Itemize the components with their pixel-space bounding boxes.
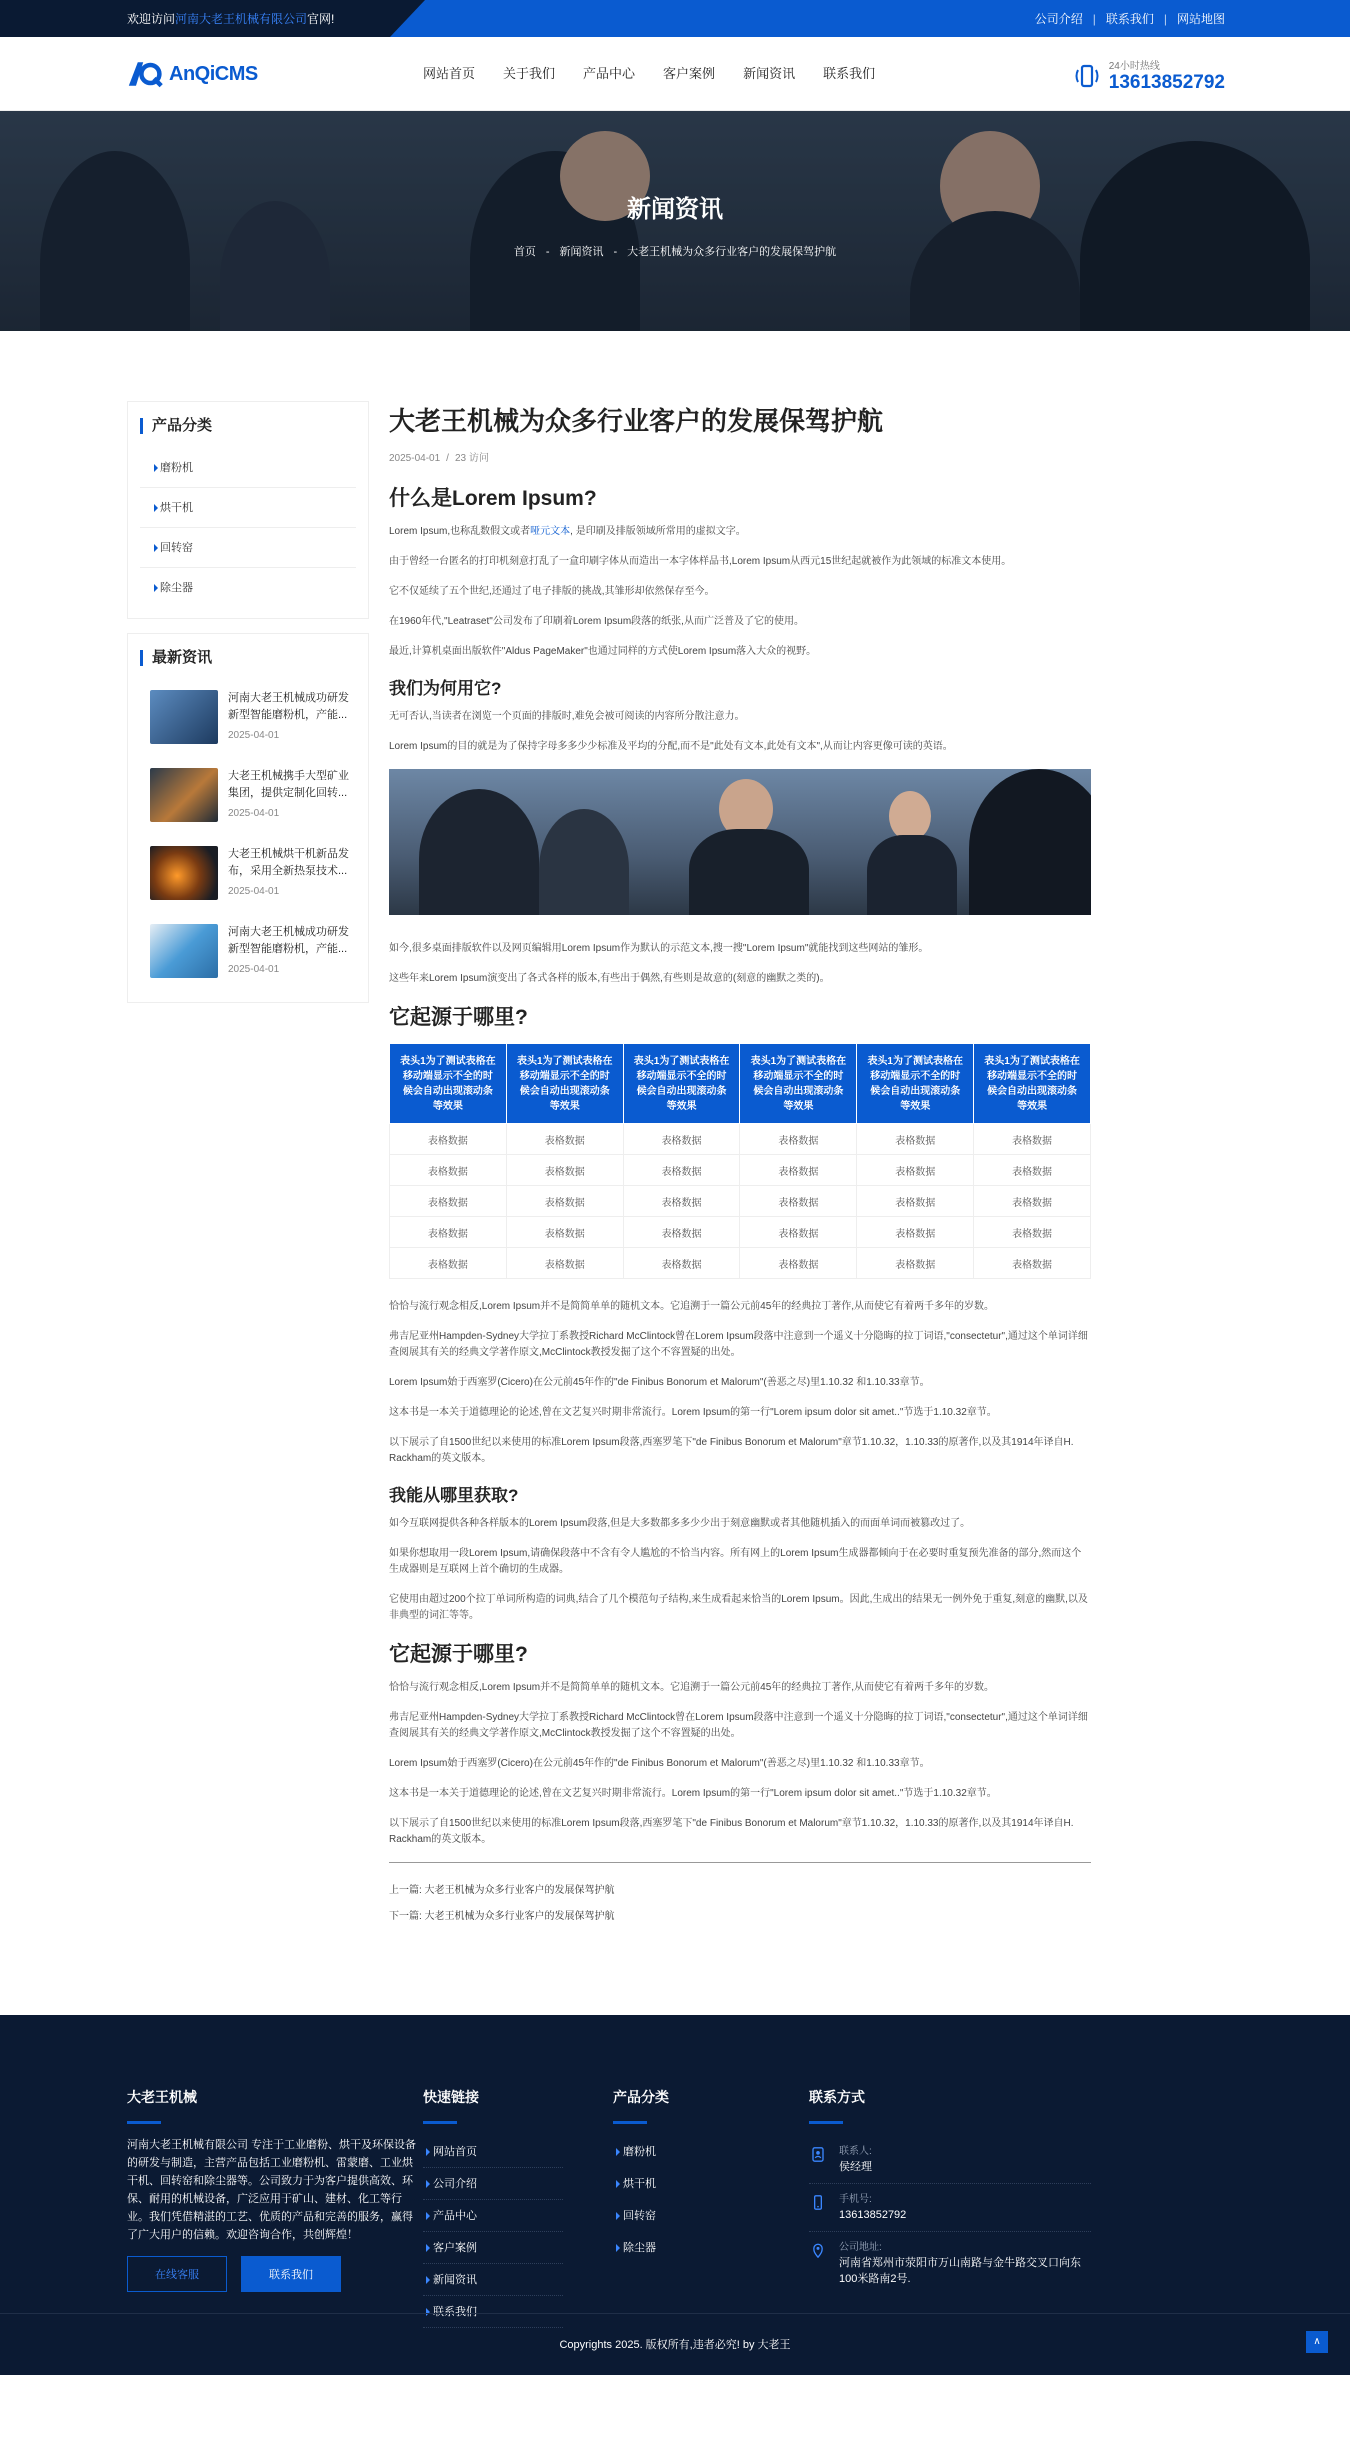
next-article-link[interactable]: 下一篇: 大老王机械为众多行业客户的发展保驾护航 (389, 1911, 615, 1922)
top-link-contact[interactable]: 联系我们 (1105, 12, 1154, 26)
footer-link[interactable]: 公司介绍 (423, 2168, 563, 2200)
table-cell: 表格数据 (740, 1248, 857, 1279)
paragraph: 如今互联网提供各种各样版本的Lorem Ipsum段落,但是大多数都多多少少出于刻意幽默或者其他随机插入的而面单词而被篡改过了。 (389, 1518, 971, 1529)
news-thumbnail[interactable] (150, 768, 218, 822)
table-cell: 表格数据 (857, 1155, 974, 1186)
arrow-right-icon (154, 544, 158, 552)
footer-about (127, 2087, 423, 2328)
table-cell: 表格数据 (974, 1155, 1091, 1186)
table-cell: 表格数据 (390, 1155, 507, 1186)
back-to-top-button[interactable]: ∧ (1306, 2331, 1328, 2353)
footer-link[interactable]: 新闻资讯 (423, 2264, 563, 2296)
sidebar (127, 401, 369, 1935)
section-heading: 它起源于哪里? (389, 1643, 528, 1666)
footer-link[interactable]: 客户案例 (423, 2232, 563, 2264)
phone-value: 13613852792 (839, 2209, 907, 2221)
table-cell: 表格数据 (506, 1217, 623, 1248)
top-link-about[interactable]: 公司介绍 (1034, 12, 1083, 26)
table-row (390, 1155, 1091, 1186)
footer-quick-title: 快速链接 (423, 2089, 479, 2105)
arrow-right-icon (616, 2180, 620, 2188)
paragraph: Lorem Ipsum始于西塞罗(Cicero)在公元前45年作的"de Finibus Bonorum et Malorum"(善恶之尽)里1.10.32 和1.10.33章节。 (389, 1758, 930, 1769)
paragraph: Lorem Ipsum的目的就是为了保持字母多多少少标准及平均的分配,而不是"此处有文本,此处有文本",从而让内容更像可读的英语。 (389, 741, 953, 752)
category-title: 产品分类 (140, 418, 356, 434)
top-link-sitemap[interactable]: 网站地图 (1176, 12, 1225, 26)
breadcrumb: 首页 - 新闻资讯 - 大老王机械为众多行业客户的发展保驾护航 (513, 246, 837, 258)
address-label: 公司地址: (839, 2242, 882, 2253)
category-item[interactable]: 烘干机 (140, 488, 356, 528)
news-item[interactable] (140, 914, 356, 992)
footer-link[interactable]: 产品中心 (423, 2200, 563, 2232)
phone-icon (1073, 63, 1101, 89)
table-cell: 表格数据 (740, 1186, 857, 1217)
arrow-right-icon (426, 2180, 430, 2188)
table-cell: 表格数据 (390, 1186, 507, 1217)
paragraph: 这本书是一本关于道德理论的论述,曾在文艺复兴时期非常流行。Lorem Ipsum的第一行"Lorem ipsum dolor sit amet.."节选于1.10.32章节。 (389, 1788, 997, 1799)
paragraph: Lorem Ipsum,也称乱数假文或者哑元文本, 是印刷及排版领域所常用的虚拟文字。 (389, 526, 746, 537)
breadcrumb-news[interactable]: 新闻资讯 (559, 246, 604, 258)
separator: | (1163, 11, 1167, 26)
table-cell: 表格数据 (623, 1155, 740, 1186)
table-header-cell: 表头1为了测试表格在移动端显示不全的时候会自动出现滚动条等效果 (623, 1044, 740, 1124)
contact-us-button[interactable]: 联系我们 (241, 2256, 341, 2292)
logo-mark-icon (127, 60, 163, 88)
article-views: 23 访问 (454, 453, 489, 464)
header (0, 37, 1350, 111)
paragraph: 在1960年代,"Leatraset"公司发布了印刷着Lorem Ipsum段落的纸张,从而广泛普及了它的使用。 (389, 616, 804, 627)
paragraph: 由于曾经一台匿名的打印机刻意打乱了一盒印刷字体从而造出一本字体样品书,Lorem Ipsum从西元15世纪起就被作为此领域的标准文本使用。 (389, 556, 1012, 567)
category-item[interactable]: 磨粉机 (140, 448, 356, 488)
footer-cat-link[interactable]: 烘干机 (613, 2168, 753, 2200)
table-row (390, 1186, 1091, 1217)
paragraph: 以下展示了自1500世纪以来使用的标准Lorem Ipsum段落,西塞罗笔下"de Finibus Bonorum et Malorum"章节1.10.32，1.10.33的原著作,以及其1914年译自H. Rackham的英文版本。 (389, 1818, 1074, 1845)
paragraph: 它使用由超过200个拉丁单词所构造的词典,结合了几个模范句子结构,来生成看起来恰当的Lorem Ipsum。因此,生成出的结果无一例外免于重复,刻意的幽默,以及非典型的词汇等等。 (389, 1594, 1088, 1621)
footer-categories (613, 2087, 809, 2328)
paragraph: 弗吉尼亚州Hampden-Sydney大学拉丁系教授Richard McClintock曾在Lorem Ipsum段落中注意到一个遥义十分隐晦的拉丁词语,"consectetur",通过这个单词详细查阅展其有关的经典文学著作原文,McClintock教授发掘了这个不容置疑的出处。 (389, 1712, 1088, 1739)
table-cell: 表格数据 (623, 1217, 740, 1248)
hotline-number: 13613852792 (1108, 72, 1225, 93)
paragraph: 如今,很多桌面排版软件以及网页编辑用Lorem Ipsum作为默认的示范文本,搜一搜"Lorem Ipsum"就能找到这些网站的雏形。 (389, 943, 929, 954)
table-cell: 表格数据 (623, 1124, 740, 1155)
footer (0, 2015, 1350, 2375)
footer-cat-link[interactable]: 磨粉机 (613, 2136, 753, 2168)
news-item[interactable] (140, 836, 356, 914)
section-heading: 什么是Lorem Ipsum? (389, 487, 597, 510)
nav-products[interactable]: 产品中心 (583, 66, 636, 81)
online-service-button[interactable]: 在线客服 (127, 2256, 227, 2292)
news-item-title[interactable]: 河南大老王机械成功研发新型智能磨粉机，产能... (228, 692, 349, 721)
table-header-cell: 表头1为了测试表格在移动端显示不全的时候会自动出现滚动条等效果 (390, 1044, 507, 1124)
table-cell: 表格数据 (623, 1248, 740, 1279)
contact-person (809, 2136, 1091, 2184)
footer-quick-links (423, 2087, 613, 2328)
contact-phone (809, 2184, 1091, 2232)
prev-next-nav (389, 1883, 1091, 1925)
main-content (95, 331, 1255, 2015)
news-item-date: 2025-04-01 (228, 730, 280, 741)
table-row (390, 1248, 1091, 1279)
welcome-prefix: 欢迎访问 (127, 12, 176, 26)
arrow-right-icon (154, 584, 158, 592)
news-item-date: 2025-04-01 (228, 886, 280, 897)
table-cell: 表格数据 (506, 1248, 623, 1279)
contact-card-icon (809, 2144, 827, 2162)
inline-link[interactable]: 哑元文本 (530, 526, 571, 537)
article-image (389, 769, 1091, 915)
footer-about-text: 河南大老王机械有限公司 专注于工业磨粉、烘干及环保设备的研发与制造，主营产品包括工业磨粉机、雷蒙磨、工业烘干机、回转窑和除尘器等。公司致力于为客户提供高效、环保、耐用的机械设备，广泛应用于矿山、建材、化工等行业。我们凭借精湛的工艺、优质的产品和完善的服务，赢得了广大用户的信赖。欢迎咨询合作，共创辉煌！ (127, 2139, 417, 2241)
paragraph: 如果你想取用一段Lorem Ipsum,请确保段落中不含有令人尴尬的不恰当内容。所有网上的Lorem Ipsum生成器都倾向于在必要时重复预先准备的部分,然而这个生成器则是互联网上首个确切的生成器。 (389, 1548, 1082, 1575)
article-meta: 2025-04-01 / 23 访问 (389, 453, 489, 464)
arrow-right-icon (426, 2148, 430, 2156)
arrow-right-icon (616, 2148, 620, 2156)
footer-link[interactable]: 联系我们 (423, 2296, 563, 2328)
paragraph: 它不仅延续了五个世纪,还通过了电子排版的挑战,其雏形却依然保存至今。 (389, 586, 715, 597)
contact-address (809, 2232, 1091, 2295)
logo[interactable] (127, 60, 397, 88)
table-cell: 表格数据 (506, 1124, 623, 1155)
divider (389, 1862, 1091, 1863)
table-cell: 表格数据 (857, 1248, 974, 1279)
arrow-right-icon (426, 2212, 430, 2220)
paragraph: 这些年来Lorem Ipsum演变出了各式各样的版本,有些出于偶然,有些则是故意的(刻意的幽默之类的)。 (389, 973, 830, 984)
footer-cat-title: 产品分类 (613, 2089, 669, 2105)
category-item[interactable]: 除尘器 (140, 568, 356, 608)
contact-person-label: 联系人: (839, 2146, 872, 2157)
table-cell: 表格数据 (857, 1186, 974, 1217)
news-thumbnail[interactable] (150, 924, 218, 978)
news-item-date: 2025-04-01 (228, 808, 280, 819)
breadcrumb-home[interactable]: 首页 (513, 246, 536, 258)
prev-article-link[interactable]: 上一篇: 大老王机械为众多行业客户的发展保驾护航 (389, 1885, 615, 1896)
section-heading: 我们为何用它? (389, 679, 502, 698)
banner-title: 新闻资讯 (627, 196, 723, 223)
welcome-text (127, 10, 334, 27)
table-cell: 表格数据 (390, 1217, 507, 1248)
data-table (389, 1043, 1091, 1279)
table-header-cell: 表头1为了测试表格在移动端显示不全的时候会自动出现滚动条等效果 (740, 1044, 857, 1124)
paragraph: Lorem Ipsum始于西塞罗(Cicero)在公元前45年作的"de Finibus Bonorum et Malorum"(善恶之尽)里1.10.32 和1.10.33章节。 (389, 1377, 930, 1388)
mobile-phone-icon (809, 2192, 827, 2210)
footer-cat-link[interactable]: 回转窑 (613, 2200, 753, 2232)
table-row (390, 1124, 1091, 1155)
latest-news-box (127, 633, 369, 1003)
footer-contact (809, 2087, 1091, 2328)
nav-contact[interactable]: 联系我们 (823, 66, 876, 81)
table-cell: 表格数据 (506, 1186, 623, 1217)
welcome-suffix: 官网! (307, 12, 335, 26)
paragraph: 以下展示了自1500世纪以来使用的标准Lorem Ipsum段落,西塞罗笔下"de Finibus Bonorum et Malorum"章节1.10.32，1.10.33的原著作,以及其1914年译自H. Rackham的英文版本。 (389, 1437, 1074, 1464)
news-item[interactable] (140, 758, 356, 836)
table-cell: 表格数据 (506, 1155, 623, 1186)
table-cell: 表格数据 (623, 1186, 740, 1217)
paragraph: 这本书是一本关于道德理论的论述,曾在文艺复兴时期非常流行。Lorem Ipsum的第一行"Lorem ipsum dolor sit amet.."节选于1.10.32章节。 (389, 1407, 997, 1418)
latest-news-title: 最新资讯 (140, 650, 356, 666)
hotline (1073, 57, 1225, 94)
article (389, 401, 1091, 1935)
table-cell: 表格数据 (974, 1248, 1091, 1279)
contact-person-value: 侯经理 (839, 2161, 872, 2173)
top-bar (0, 0, 1350, 37)
arrow-right-icon (426, 2244, 430, 2252)
news-item-title[interactable]: 大老王机械烘干机新品发布，采用全新热泵技术... (228, 848, 349, 877)
paragraph: 无可否认,当读者在浏览一个页面的排版时,难免会被可阅读的内容所分散注意力。 (389, 711, 745, 722)
table-cell: 表格数据 (390, 1124, 507, 1155)
nav-news[interactable]: 新闻资讯 (743, 66, 796, 81)
table-row (390, 1217, 1091, 1248)
logo-text: AnQiCMS (169, 62, 258, 85)
news-item-date: 2025-04-01 (228, 964, 280, 975)
main-nav (409, 37, 889, 111)
table-cell: 表格数据 (974, 1124, 1091, 1155)
category-box (127, 401, 369, 619)
news-item-title[interactable]: 河南大老王机械成功研发新型智能磨粉机，产能... (228, 926, 349, 955)
paragraph: 恰恰与流行观念相反,Lorem Ipsum并不是简简单单的随机文本。它追溯于一篇公元前45年的经典拉丁著作,从而使它有着两千多年的岁数。 (389, 1301, 995, 1312)
phone-label: 手机号: (839, 2194, 872, 2205)
footer-link[interactable]: 网站首页 (423, 2136, 563, 2168)
table-cell: 表格数据 (974, 1186, 1091, 1217)
news-thumbnail[interactable] (150, 690, 218, 744)
article-date: 2025-04-01 (389, 453, 441, 464)
table-header-cell: 表头1为了测试表格在移动端显示不全的时候会自动出现滚动条等效果 (857, 1044, 974, 1124)
paragraph: 弗吉尼亚州Hampden-Sydney大学拉丁系教授Richard McClintock曾在Lorem Ipsum段落中注意到一个遥义十分隐晦的拉丁词语,"consectetur",通过这个单词详细查阅展其有关的经典文学著作原文,McClintock教授发掘了这个不容置疑的出处。 (389, 1331, 1088, 1358)
table-cell: 表格数据 (857, 1217, 974, 1248)
news-item-title[interactable]: 大老王机械携手大型矿业集团，提供定制化回转... (228, 770, 349, 799)
arrow-right-icon (426, 2276, 430, 2284)
hotline-label: 24小时热线 (1108, 61, 1160, 72)
article-title: 大老王机械为众多行业客户的发展保驾护航 (389, 406, 884, 436)
table-cell: 表格数据 (740, 1155, 857, 1186)
table-cell: 表格数据 (740, 1217, 857, 1248)
copyright: Copyrights 2025. 版权所有,违者必究! by 大老王 (0, 2313, 1350, 2375)
table-header-cell: 表头1为了测试表格在移动端显示不全的时候会自动出现滚动条等效果 (974, 1044, 1091, 1124)
table-cell: 表格数据 (740, 1124, 857, 1155)
arrow-right-icon (154, 504, 158, 512)
table-cell: 表格数据 (857, 1124, 974, 1155)
category-item[interactable]: 回转窑 (140, 528, 356, 568)
breadcrumb-current: 大老王机械为众多行业客户的发展保驾护航 (627, 246, 837, 258)
separator: | (1092, 11, 1096, 26)
section-heading: 它起源于哪里? (389, 1006, 528, 1029)
location-pin-icon (809, 2240, 827, 2258)
arrow-right-icon (616, 2212, 620, 2220)
section-heading: 我能从哪里获取? (389, 1486, 519, 1505)
footer-about-title: 大老王机械 (127, 2089, 197, 2105)
table-cell: 表格数据 (390, 1248, 507, 1279)
footer-contact-title: 联系方式 (809, 2089, 865, 2105)
news-item[interactable] (140, 680, 356, 758)
table-cell: 表格数据 (974, 1217, 1091, 1248)
paragraph: 最近,计算机桌面出版软件"Aldus PageMaker"也通过同样的方式使Lorem Ipsum落入大众的视野。 (389, 646, 817, 657)
nav-about[interactable]: 关于我们 (503, 66, 556, 81)
page-banner (0, 111, 1350, 331)
top-links (1035, 10, 1225, 27)
paragraph: 恰恰与流行观念相反,Lorem Ipsum并不是简简单单的随机文本。它追溯于一篇公元前45年的经典拉丁著作,从而使它有着两千多年的岁数。 (389, 1682, 995, 1693)
table-header-cell: 表头1为了测试表格在移动端显示不全的时候会自动出现滚动条等效果 (506, 1044, 623, 1124)
welcome-company-link[interactable]: 河南大老王机械有限公司 (175, 12, 308, 26)
footer-cat-link[interactable]: 除尘器 (613, 2232, 753, 2264)
nav-home[interactable]: 网站首页 (423, 66, 476, 81)
arrow-right-icon (154, 464, 158, 472)
nav-cases[interactable]: 客户案例 (663, 66, 716, 81)
arrow-right-icon (616, 2244, 620, 2252)
address-value: 河南省郑州市荥阳市万山南路与金牛路交叉口向东100米路南2号. (839, 2257, 1081, 2285)
table-header-row (390, 1044, 1091, 1124)
news-thumbnail[interactable] (150, 846, 218, 900)
